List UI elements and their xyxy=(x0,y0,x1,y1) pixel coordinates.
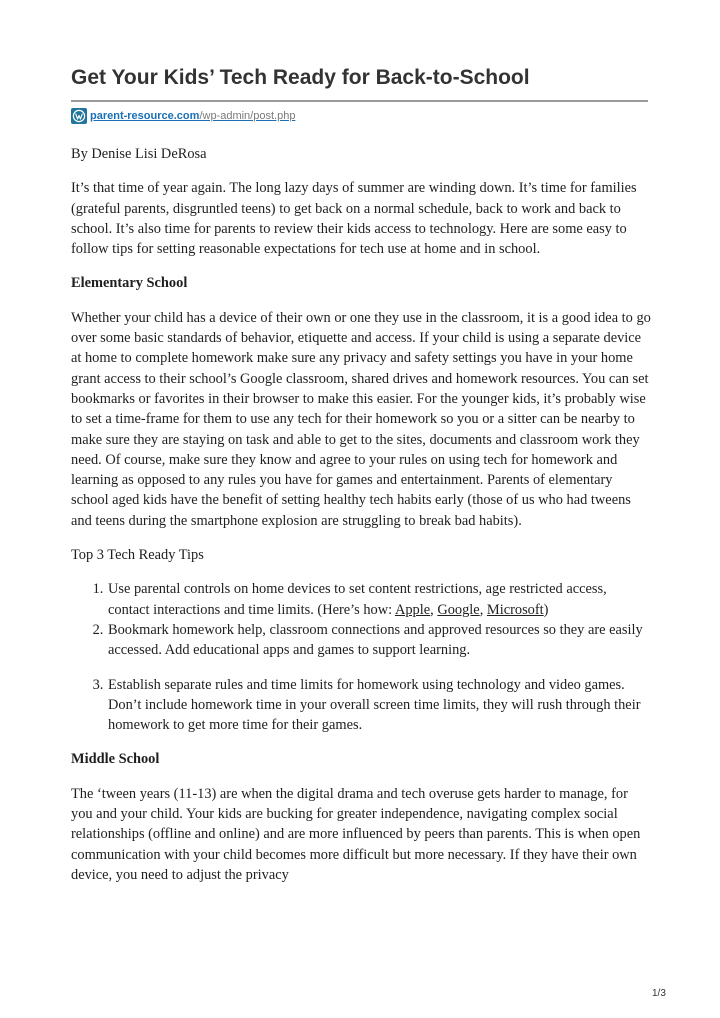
tip-1-sep-1: , xyxy=(430,601,438,618)
tips-list xyxy=(71,579,651,735)
source-link-row[interactable] xyxy=(71,107,295,125)
tip-1-end: ) xyxy=(543,601,549,618)
elementary-paragraph: Whether your child has a device of their own or one they use in the classroom, it is a good idea to go over some basic standards of behavior, etiquette and access. If your child is using a separate device at home to complete homework make sure any privacy and safety settings you have in your home grant access to their school’s Google classroom, shared drives and homework resources. You can set bookmarks or favorites in their browser to make this easier. For the younger kids, it’s probably wise to set a time-frame for them to use any tech for their homework so you or a sitter can be nearby to make sure they are staying on task and able to get to the sites, documents and classroom work they need. Of course, make sure they know and agree to your rules on using tech for homework and learning as opposed to any rules you have for games and entertainment. Parents of elementary school aged kids have the benefit of setting healthy tech habits early (those of us who had tweens and teens during the smartphone explosion are struggling to break bad habits). xyxy=(71,309,651,529)
middle-paragraph: The ‘tween years (11-13) are when the digital drama and tech overuse gets harder to manage, for you and your child. Your kids are bucking for greater independence, navigating complex social relationships (offline and online) and are more influenced by peers than parents. This is when open communication with your child becomes more difficult but more necessary. If they have their own device, you need to adjust the privacy xyxy=(71,785,641,883)
source-url[interactable] xyxy=(90,109,295,123)
byline: By Denise Lisi DeRosa xyxy=(71,146,207,162)
article-body xyxy=(71,144,651,885)
tip-item-3: 3. Establish separate rules and time limits for homework using technology and video games. Don’t include homework time in your overall screen time limits, they will rush through their homework to get more time for their games. xyxy=(107,675,651,736)
microsoft-link[interactable]: Microsoft xyxy=(486,601,544,618)
elementary-heading: Elementary School xyxy=(71,275,188,292)
google-link[interactable]: Google xyxy=(437,601,480,618)
apple-link[interactable]: Apple xyxy=(394,601,431,618)
tip-1-sep-2: , xyxy=(479,601,487,618)
source-path[interactable]: /wp-admin/post.php xyxy=(199,110,296,122)
tip-1-text: Use parental controls on home devices to set content restrictions, age restricted access, contact interactions and time limits. (Here’s how: xyxy=(108,581,607,618)
source-host[interactable]: parent-resource.com xyxy=(90,110,200,122)
title-divider xyxy=(71,100,648,102)
tip-item-1 xyxy=(107,579,651,620)
page-title: Get Your Kids’ Tech Ready for Back-to-School xyxy=(71,66,530,89)
wordpress-icon xyxy=(71,108,87,124)
tips-heading: Top 3 Tech Ready Tips xyxy=(71,547,204,564)
tip-item-2: 2. Bookmark homework help, classroom connections and approved resources so they are easily accessed. Add educational apps and games to support learning. xyxy=(107,620,651,661)
middle-heading: Middle School xyxy=(71,751,160,768)
page-number: 1/3 xyxy=(652,988,666,999)
intro-paragraph: It’s that time of year again. The long lazy days of summer are winding down. It’s time for families (grateful parents, disgruntled teens) to get back on a normal schedule, back to work and back to school. It’s also time for parents to review their kids access to technology. Here are some easy to follow tips for setting reasonable expectations for tech use at home and in school. xyxy=(71,180,637,258)
